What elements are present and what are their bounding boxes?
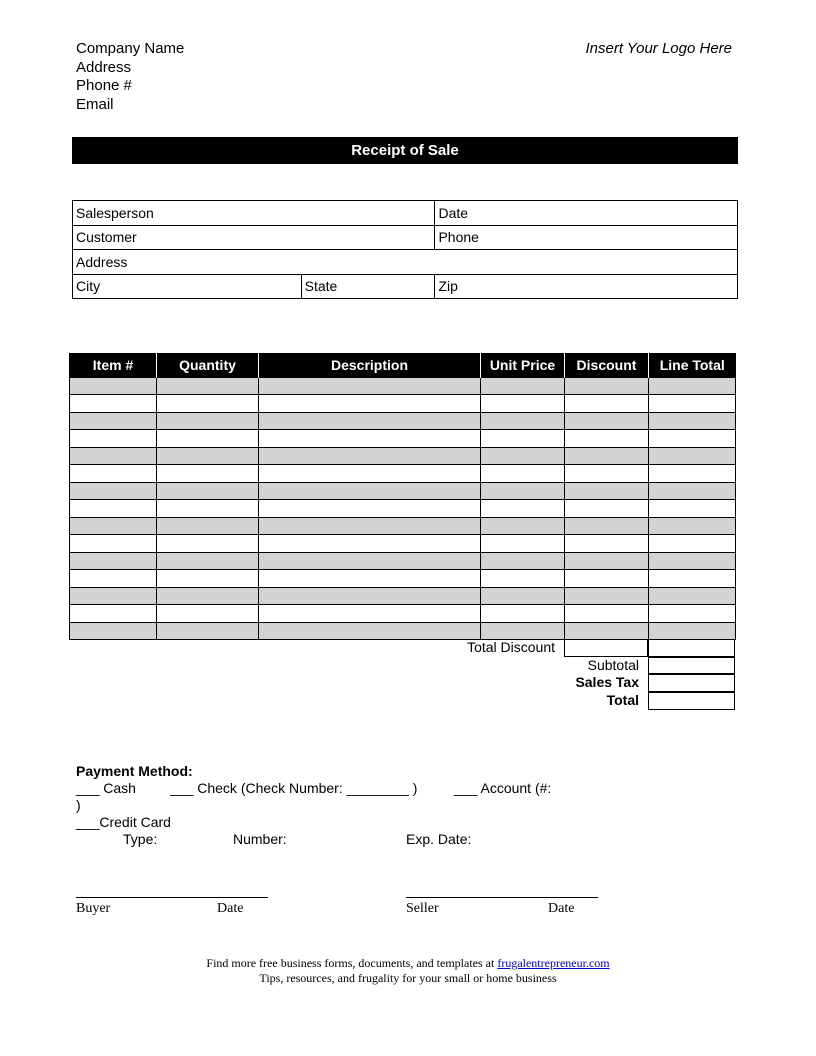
table-row <box>70 500 736 518</box>
cell-quantity[interactable] <box>157 447 259 465</box>
cell-item-number[interactable] <box>70 622 157 640</box>
customer-field[interactable]: Customer <box>73 225 435 250</box>
company-info <box>76 40 184 114</box>
total-label: Total <box>606 692 639 709</box>
cell-line-total[interactable] <box>649 430 736 448</box>
table-row <box>70 482 736 500</box>
cell-line-total[interactable] <box>649 605 736 623</box>
cell-description[interactable] <box>259 552 481 570</box>
header-unit-price: Unit Price <box>481 353 565 377</box>
header-discount: Discount <box>565 353 649 377</box>
table-row <box>70 570 736 588</box>
header-item-number: Item # <box>70 353 157 377</box>
cell-discount[interactable] <box>565 605 649 623</box>
items-table <box>69 353 736 640</box>
table-row <box>70 447 736 465</box>
cell-unit-price[interactable] <box>481 622 565 640</box>
cell-unit-price[interactable] <box>481 535 565 553</box>
cell-unit-price[interactable] <box>481 412 565 430</box>
payment-method-section <box>76 763 576 848</box>
cell-discount[interactable] <box>565 412 649 430</box>
cell-quantity[interactable] <box>157 517 259 535</box>
cell-discount[interactable] <box>565 570 649 588</box>
address-field[interactable]: Address <box>73 250 738 275</box>
cell-quantity[interactable] <box>157 412 259 430</box>
cell-discount[interactable] <box>565 517 649 535</box>
cell-description[interactable] <box>259 535 481 553</box>
cell-line-total[interactable] <box>649 552 736 570</box>
cell-unit-price[interactable] <box>481 482 565 500</box>
cell-item-number[interactable] <box>70 517 157 535</box>
date-field[interactable]: Date <box>435 201 738 226</box>
city-field[interactable]: City <box>73 274 302 299</box>
table-row <box>70 622 736 640</box>
credit-card-option[interactable]: ___Credit Card <box>76 814 171 830</box>
cell-description[interactable] <box>259 517 481 535</box>
cell-discount[interactable] <box>565 447 649 465</box>
cell-item-number[interactable] <box>70 447 157 465</box>
cell-description[interactable] <box>259 570 481 588</box>
cell-unit-price[interactable] <box>481 517 565 535</box>
cell-unit-price[interactable] <box>481 500 565 518</box>
cell-quantity[interactable] <box>157 482 259 500</box>
cell-unit-price[interactable] <box>481 377 565 395</box>
seller-date-label: Date <box>548 901 575 916</box>
seller-label: Seller <box>406 901 439 916</box>
cell-discount[interactable] <box>565 535 649 553</box>
total-discount-field[interactable] <box>564 639 648 657</box>
buyer-signature-line[interactable] <box>76 897 268 898</box>
cell-description[interactable] <box>259 622 481 640</box>
cell-discount[interactable] <box>565 395 649 413</box>
header-line-total: Line Total <box>649 353 736 377</box>
cell-quantity[interactable] <box>157 395 259 413</box>
cell-line-total[interactable] <box>649 587 736 605</box>
cell-line-total[interactable] <box>649 535 736 553</box>
company-name: Company Name <box>76 40 185 57</box>
table-row <box>70 412 736 430</box>
cell-discount[interactable] <box>565 482 649 500</box>
cell-item-number[interactable] <box>70 395 157 413</box>
company-email: Email <box>76 95 114 113</box>
cell-quantity[interactable] <box>157 377 259 395</box>
sales-tax-field[interactable] <box>648 674 735 692</box>
table-row <box>70 587 736 605</box>
total-discount-label: Total Discount <box>467 639 555 655</box>
cell-unit-price[interactable] <box>481 447 565 465</box>
cell-description[interactable] <box>259 482 481 500</box>
cell-description[interactable] <box>259 412 481 430</box>
cell-item-number[interactable] <box>70 552 157 570</box>
cell-line-total[interactable] <box>649 465 736 483</box>
account-option[interactable]: ___ Account (#: <box>454 780 552 796</box>
page-title: Receipt of Sale <box>72 137 738 164</box>
cell-item-number[interactable] <box>70 412 157 430</box>
cell-quantity[interactable] <box>157 605 259 623</box>
cell-quantity[interactable] <box>157 622 259 640</box>
footer <box>0 956 816 986</box>
company-address: Address <box>76 58 132 76</box>
total-discount-linetotal-field[interactable] <box>648 639 735 657</box>
card-exp-date-label: Exp. Date: <box>406 831 472 847</box>
state-field[interactable]: State <box>301 274 435 299</box>
table-row <box>70 517 736 535</box>
cell-description[interactable] <box>259 377 481 395</box>
cell-discount[interactable] <box>565 465 649 483</box>
cell-line-total[interactable] <box>649 500 736 518</box>
header-quantity: Quantity <box>157 353 259 377</box>
table-row <box>70 535 736 553</box>
cell-item-number[interactable] <box>70 605 157 623</box>
cell-item-number[interactable] <box>70 535 157 553</box>
cell-unit-price[interactable] <box>481 430 565 448</box>
cell-item-number[interactable] <box>70 430 157 448</box>
table-row <box>70 552 736 570</box>
cell-description[interactable] <box>259 587 481 605</box>
cash-option[interactable]: ___ Cash <box>76 780 136 796</box>
cell-discount[interactable] <box>565 622 649 640</box>
cell-unit-price[interactable] <box>481 605 565 623</box>
cell-description[interactable] <box>259 605 481 623</box>
cell-quantity[interactable] <box>157 552 259 570</box>
cell-quantity[interactable] <box>157 535 259 553</box>
cell-description[interactable] <box>259 430 481 448</box>
totals-section <box>69 639 735 710</box>
cell-line-total[interactable] <box>649 517 736 535</box>
table-row <box>70 430 736 448</box>
cell-line-total[interactable] <box>649 395 736 413</box>
check-option[interactable]: ___ Check (Check Number: ________ ) <box>170 780 418 796</box>
card-number-label: Number: <box>233 831 287 847</box>
cell-line-total[interactable] <box>649 622 736 640</box>
footer-text: Find more free business forms, documents, and templates at <box>206 956 495 970</box>
cell-unit-price[interactable] <box>481 587 565 605</box>
payment-method-heading: Payment Method: <box>76 763 193 779</box>
subtotal-field[interactable] <box>648 657 735 675</box>
cell-quantity[interactable] <box>157 465 259 483</box>
cell-discount[interactable] <box>565 500 649 518</box>
cell-discount[interactable] <box>565 377 649 395</box>
card-type-label: Type: <box>123 831 158 847</box>
phone-field[interactable]: Phone <box>435 225 738 250</box>
cell-quantity[interactable] <box>157 500 259 518</box>
cell-unit-price[interactable] <box>481 465 565 483</box>
cell-line-total[interactable] <box>649 377 736 395</box>
table-row <box>70 377 736 395</box>
buyer-date-label: Date <box>217 901 244 916</box>
cell-item-number[interactable] <box>70 570 157 588</box>
cell-quantity[interactable] <box>157 430 259 448</box>
seller-signature-line[interactable] <box>406 897 598 898</box>
cell-quantity[interactable] <box>157 570 259 588</box>
cell-discount[interactable] <box>565 587 649 605</box>
cell-line-total[interactable] <box>649 570 736 588</box>
table-row <box>70 465 736 483</box>
customer-info-table <box>72 200 738 299</box>
header-description: Description <box>259 353 481 377</box>
cell-discount[interactable] <box>565 552 649 570</box>
logo-placeholder: Insert Your Logo Here <box>585 40 732 57</box>
cell-item-number[interactable] <box>70 377 157 395</box>
sales-tax-label: Sales Tax <box>575 674 639 691</box>
footer-tagline: Tips, resources, and frugality for your small or home business <box>259 971 557 985</box>
cell-line-total[interactable] <box>649 447 736 465</box>
buyer-label: Buyer <box>76 901 111 916</box>
cell-discount[interactable] <box>565 430 649 448</box>
total-field[interactable] <box>648 692 735 710</box>
cell-item-number[interactable] <box>70 482 157 500</box>
subtotal-label: Subtotal <box>587 656 639 673</box>
cell-description[interactable] <box>259 447 481 465</box>
cell-unit-price[interactable] <box>481 395 565 413</box>
cell-unit-price[interactable] <box>481 570 565 588</box>
cell-quantity[interactable] <box>157 587 259 605</box>
company-phone: Phone # <box>76 77 132 94</box>
cell-description[interactable] <box>259 465 481 483</box>
cell-line-total[interactable] <box>649 412 736 430</box>
table-row <box>70 395 736 413</box>
table-row <box>70 605 736 623</box>
cell-description[interactable] <box>259 500 481 518</box>
cell-item-number[interactable] <box>70 587 157 605</box>
cell-line-total[interactable] <box>649 482 736 500</box>
cell-description[interactable] <box>259 395 481 413</box>
account-close-paren: ) <box>76 797 81 813</box>
cell-item-number[interactable] <box>70 465 157 483</box>
footer-link[interactable]: frugalentrepreneur.com <box>497 956 610 970</box>
cell-item-number[interactable] <box>70 500 157 518</box>
zip-field[interactable]: Zip <box>435 274 738 299</box>
cell-unit-price[interactable] <box>481 552 565 570</box>
salesperson-field[interactable]: Salesperson <box>73 201 435 226</box>
